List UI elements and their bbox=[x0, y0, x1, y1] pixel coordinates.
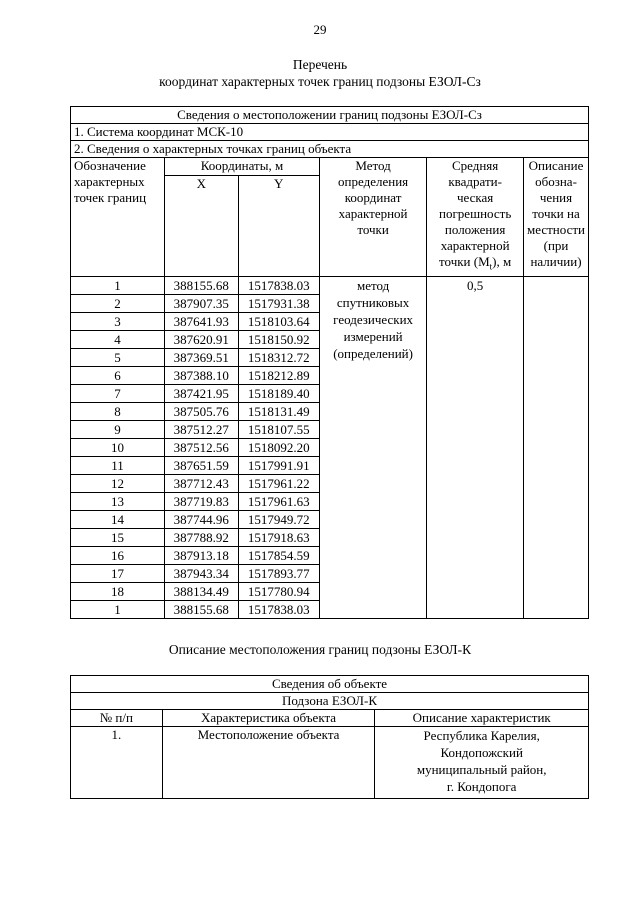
table2-subheader: Подзона ЕЗОЛ-К bbox=[71, 693, 589, 710]
coordinate-y: 1517854.59 bbox=[238, 547, 319, 565]
description-value bbox=[524, 277, 589, 619]
coordinate-y: 1517893.77 bbox=[238, 565, 319, 583]
point-number: 18 bbox=[71, 583, 165, 601]
section-title-2: Описание местоположения границ подзоны ЕЗОЛ-К bbox=[168, 642, 472, 657]
point-number: 4 bbox=[71, 331, 165, 349]
coordinate-y: 1517838.03 bbox=[238, 601, 319, 619]
coordinate-y: 1518212.89 bbox=[238, 367, 319, 385]
table-header: Сведения о местоположении границ подзоны ЕЗОЛ-Сз bbox=[71, 107, 589, 124]
point-number: 9 bbox=[71, 421, 165, 439]
coordinate-y: 1517780.94 bbox=[238, 583, 319, 601]
coordinate-y: 1517949.72 bbox=[238, 511, 319, 529]
column-header-characteristic: Характеристика объекта bbox=[162, 710, 375, 727]
column-header-description: Описание обозна-чения точки на местности (при наличии) bbox=[524, 158, 589, 277]
coordinate-x: 387641.93 bbox=[165, 313, 239, 331]
coordinate-y: 1518189.40 bbox=[238, 385, 319, 403]
coordinate-y: 1517838.03 bbox=[238, 277, 319, 295]
column-header-num: № п/п bbox=[71, 710, 163, 727]
coordinate-y: 1518312.72 bbox=[238, 349, 319, 367]
coordinate-x: 387512.56 bbox=[165, 439, 239, 457]
coordinate-y: 1518103.64 bbox=[238, 313, 319, 331]
section-title: 2. Сведения о характерных точках границ объекта bbox=[71, 141, 589, 158]
column-header-point: Обозначение характерных точек границ bbox=[71, 158, 165, 277]
coordinate-x: 387712.43 bbox=[165, 475, 239, 493]
coordinate-y: 1518107.55 bbox=[238, 421, 319, 439]
point-number: 3 bbox=[71, 313, 165, 331]
document-title: Перечень bbox=[292, 57, 348, 72]
point-number: 15 bbox=[71, 529, 165, 547]
column-header-error: Средняя квадрати-ческая погрешность положения характерной точки $(M_t)$, м bbox=[427, 158, 524, 277]
error-value: 0,5 bbox=[427, 277, 524, 619]
coordinates-table bbox=[70, 106, 589, 619]
row-description: Республика Карелия, Кондопожский муниципальный район, г. Кондопога bbox=[375, 727, 589, 799]
column-header-coordinates: Координаты, м bbox=[165, 158, 320, 176]
coordinate-x: 387719.83 bbox=[165, 493, 239, 511]
coordinate-y: 1518131.49 bbox=[238, 403, 319, 421]
point-number: 7 bbox=[71, 385, 165, 403]
point-number: 12 bbox=[71, 475, 165, 493]
coordinate-x: 387744.96 bbox=[165, 511, 239, 529]
point-number: 2 bbox=[71, 295, 165, 313]
point-number: 13 bbox=[71, 493, 165, 511]
row-number: 1. bbox=[71, 727, 163, 799]
point-number: 11 bbox=[71, 457, 165, 475]
row-characteristic: Местоположение объекта bbox=[162, 727, 375, 799]
coordinate-y: 1517918.63 bbox=[238, 529, 319, 547]
point-number: 14 bbox=[71, 511, 165, 529]
coordinate-x: 388134.49 bbox=[165, 583, 239, 601]
coordinate-x: 387788.92 bbox=[165, 529, 239, 547]
coordinate-x: 387907.35 bbox=[165, 295, 239, 313]
coordinate-x: 387369.51 bbox=[165, 349, 239, 367]
object-table bbox=[70, 675, 589, 799]
column-header-char-desc: Описание характеристик bbox=[375, 710, 589, 727]
coordinate-y: 1517991.91 bbox=[238, 457, 319, 475]
coordinate-y: 1518150.92 bbox=[238, 331, 319, 349]
point-number: 5 bbox=[71, 349, 165, 367]
coordinate-x: 387512.27 bbox=[165, 421, 239, 439]
coordinate-x: 387505.76 bbox=[165, 403, 239, 421]
coordinate-x: 388155.68 bbox=[165, 277, 239, 295]
coordinate-y: 1517931.38 bbox=[238, 295, 319, 313]
coordinate-x: 388155.68 bbox=[165, 601, 239, 619]
point-number: 1 bbox=[71, 601, 165, 619]
coordinate-y: 1517961.63 bbox=[238, 493, 319, 511]
method-value: метод спутниковых геодезических измерений (определений) bbox=[319, 277, 426, 619]
column-header-y: Y bbox=[238, 176, 319, 277]
coordinate-x: 387620.91 bbox=[165, 331, 239, 349]
document-subtitle: координат характерных точек границ подзоны ЕЗОЛ-Сз bbox=[159, 74, 481, 89]
point-number: 1 bbox=[71, 277, 165, 295]
page-number: 29 bbox=[313, 22, 327, 37]
coordinate-x: 387651.59 bbox=[165, 457, 239, 475]
coordinate-x: 387421.95 bbox=[165, 385, 239, 403]
point-number: 16 bbox=[71, 547, 165, 565]
coordinate-x: 387943.34 bbox=[165, 565, 239, 583]
table2-header: Сведения об объекте bbox=[71, 676, 589, 693]
coordinate-x: 387388.10 bbox=[165, 367, 239, 385]
coordinate-y: 1518092.20 bbox=[238, 439, 319, 457]
column-header-x: X bbox=[165, 176, 239, 277]
point-number: 17 bbox=[71, 565, 165, 583]
point-number: 6 bbox=[71, 367, 165, 385]
table-row bbox=[71, 277, 589, 295]
coordinate-y: 1517961.22 bbox=[238, 475, 319, 493]
point-number: 8 bbox=[71, 403, 165, 421]
column-header-method: Метод определения координат характерной точки bbox=[319, 158, 426, 277]
coordinate-x: 387913.18 bbox=[165, 547, 239, 565]
point-number: 10 bbox=[71, 439, 165, 457]
coordinate-system: 1. Система координат МСК-10 bbox=[71, 124, 589, 141]
